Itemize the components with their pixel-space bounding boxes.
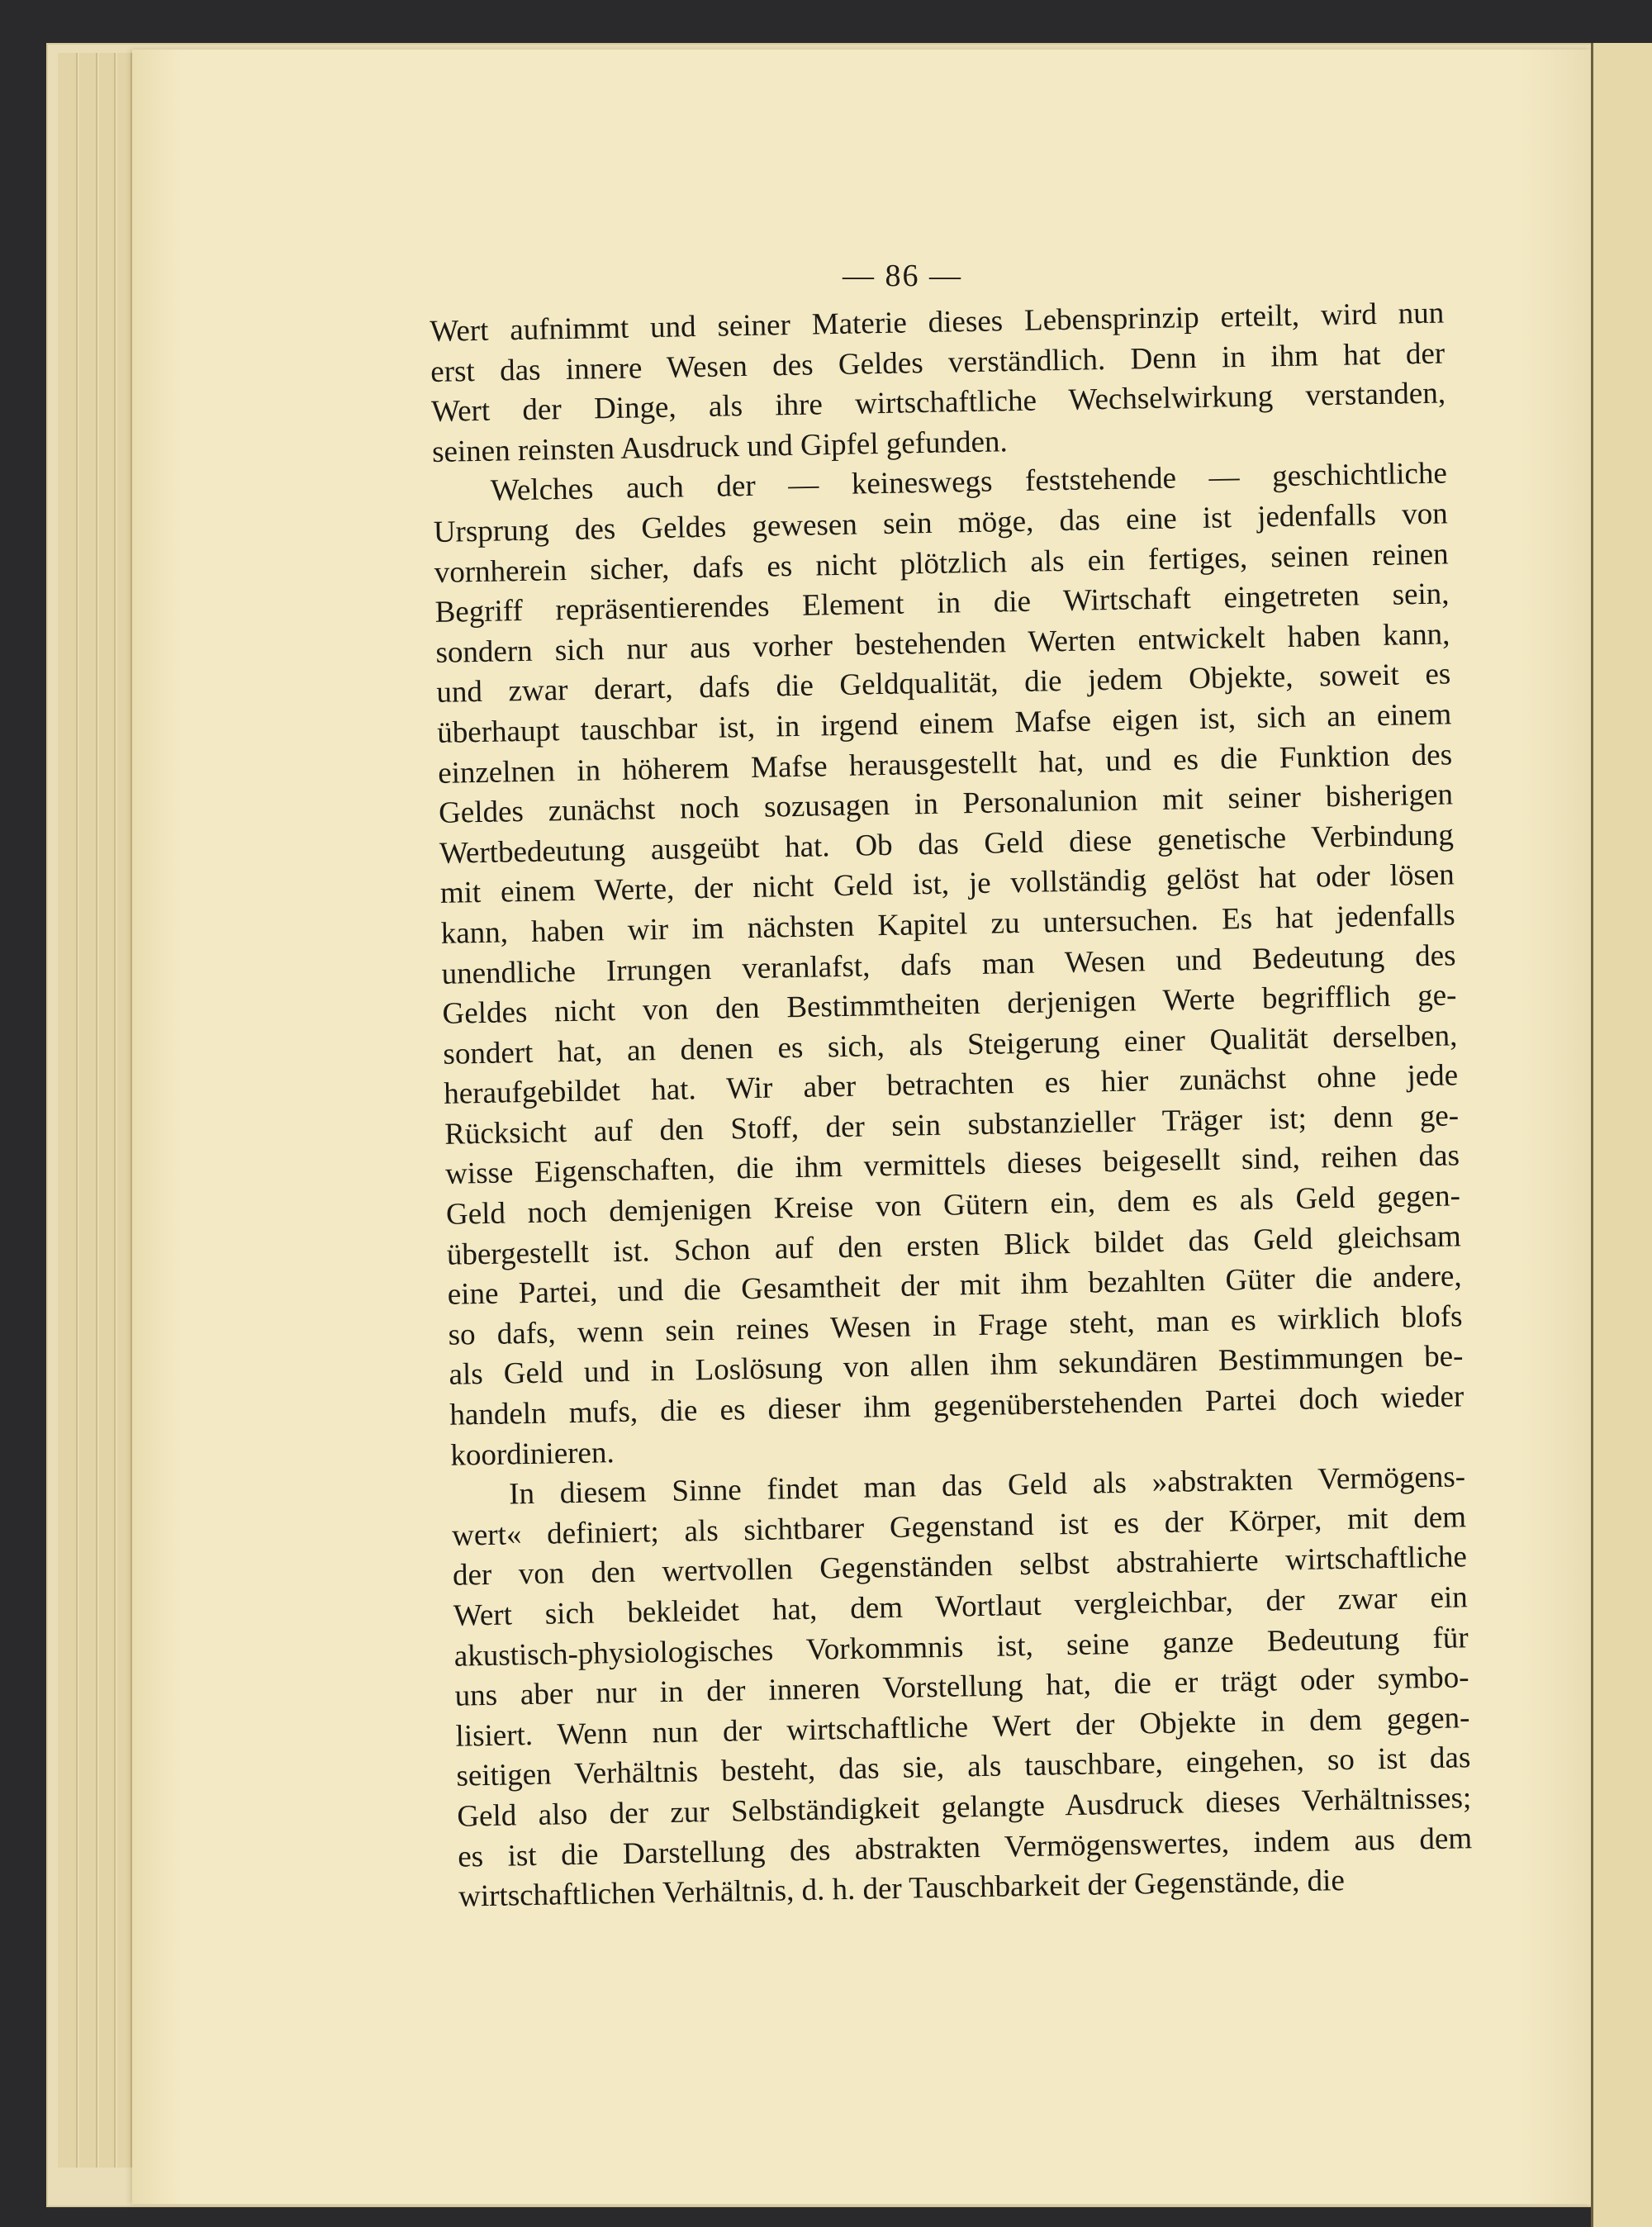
body-text — [430, 293, 1473, 1917]
text-line: eine Partei, und die Gesamtheit der mit ihm bezahlten Güter die andere, — [447, 1259, 1462, 1313]
text-line: Geldes zunächst noch sozusagen in Personalunion mit seiner bisherigen — [438, 777, 1454, 831]
text-line: seitigen Verhältnis besteht, das sie, als tauschbare, eingehen, so ist das — [456, 1740, 1471, 1794]
text-line: es ist die Darstellung des abstrakten Vermögenswertes, indem aus dem — [457, 1821, 1473, 1874]
text-line: so dafs, wenn sein reines Wesen in Frage steht, man es wirklich blofs — [448, 1299, 1463, 1352]
text-line: heraufgebildet hat. Wir aber betrachten es hier zunächst ohne jede — [443, 1058, 1459, 1112]
text-line: lisiert. Wenn nun der wirtschaftliche Wert der Objekte in dem gegen- — [455, 1700, 1470, 1754]
text-line: wirtschaftlichen Verhältnis, d. h. der Tauschbarkeit der Gegenstände, die — [458, 1864, 1346, 1914]
text-line: In diesem Sinne findet man das Geld als »abstrakten Vermögens- — [508, 1460, 1466, 1512]
text-line: koordinieren. — [449, 1435, 615, 1473]
page-edge-strip — [117, 53, 132, 2168]
text-line: mit einem Werte, der nicht Geld ist, je vollständig gelöst hat oder lösen — [439, 857, 1455, 911]
text-line: Rücksicht auf den Stoff, der sein substanzieller Träger ist; denn ge- — [444, 1099, 1460, 1151]
text-line: und zwar derart, dafs die Geldqualität, die jedem Objekte, soweit es — [436, 657, 1451, 710]
page-number: — 86 — — [843, 259, 962, 293]
text-line: seinen reinsten Ausdruck und Gipfel gefunden. — [431, 424, 1009, 469]
text-line: unendliche Irrungen veranlafst, dafs man Wesen und Bedeutung des — [441, 938, 1456, 991]
text-line: Wert sich bekleidet hat, dem Wortlaut vergleichbar, der zwar ein — [453, 1580, 1469, 1633]
text-line: Ursprung des Geldes gewesen sein möge, das eine ist jedenfalls von — [433, 496, 1449, 549]
text-line: Welches auch der — keineswegs feststehende — geschichtliche — [490, 456, 1448, 509]
text-line: der von den wertvollen Gegenständen selbst abstrahierte wirtschaftliche — [452, 1540, 1468, 1593]
text-line: vornherein sicher, dafs es nicht plötzlich als ein fertiges, seinen reinen — [434, 537, 1449, 590]
text-line: Geld noch demjenigen Kreise von Gütern ein, dem es als Geld gegen- — [445, 1179, 1461, 1232]
text-line: Geldes nicht von den Bestimmtheiten derjenigen Werte begrifflich ge- — [442, 978, 1457, 1031]
text-line: Wert der Dinge, als ihre wirtschaftliche Wechselwirkung verstanden, — [430, 376, 1446, 430]
text-line: Begriff repräsentierendes Element in die Wirtschaft eingetreten sein, — [434, 577, 1450, 630]
text-line: uns aber nur in der inneren Vorstellung hat, die er trägt oder symbo- — [454, 1660, 1469, 1713]
text-line: Wertbedeutung ausgeübt hat. Ob das Geld diese genetische Verbindung — [439, 818, 1455, 871]
text-line: handeln mufs, die es dieser ihm gegenüberstehenden Partei doch wieder — [449, 1379, 1464, 1432]
text-line: übergestellt ist. Schon auf den ersten Blick bildet das Geld gleichsam — [446, 1218, 1462, 1272]
text-line: als Geld und in Loslösung von allen ihm sekundären Bestimmungen be- — [449, 1339, 1464, 1393]
text-line: sondert hat, an denen es sich, als Steigerung einer Qualität derselben, — [443, 1019, 1458, 1071]
page-edge-strip — [79, 53, 97, 2168]
adjacent-page-edge — [1591, 43, 1652, 2227]
text-line: überhaupt tauschbar ist, in irgend einem Mafse eigen ist, sich an einem — [436, 697, 1452, 750]
text-line: Wert aufnimmt und seiner Materie dieses Lebensprinzip erteilt, wird nun — [430, 296, 1445, 349]
text-line: wert« definiert; als sichtbarer Gegenstand ist es der Körper, mit dem — [451, 1500, 1467, 1553]
text-line: kann, haben wir im nächsten Kapitel zu untersuchen. Es hat jedenfalls — [440, 898, 1455, 951]
text-line: akustisch-physiologisches Vorkommnis ist, seine ganze Bedeutung für — [453, 1620, 1469, 1674]
text-line: erst das innere Wesen des Geldes verständlich. Denn in ihm hat der — [430, 336, 1446, 389]
page-edge-strip — [58, 53, 78, 2168]
text-line: einzelnen in höherem Mafse herausgestellt hat, und es die Funktion des — [437, 737, 1453, 791]
text-line: sondern sich nur aus vorher bestehenden Werten entwickelt haben kann, — [435, 617, 1450, 670]
text-line: Geld also der zur Selbständigkeit gelangte Ausdruck dieses Verhältnisses; — [457, 1781, 1472, 1834]
text-line: wisse Eigenschaften, die ihm vermittels dieses beigesellt sind, reihen das — [444, 1138, 1460, 1192]
page-edge-strip — [99, 53, 116, 2168]
